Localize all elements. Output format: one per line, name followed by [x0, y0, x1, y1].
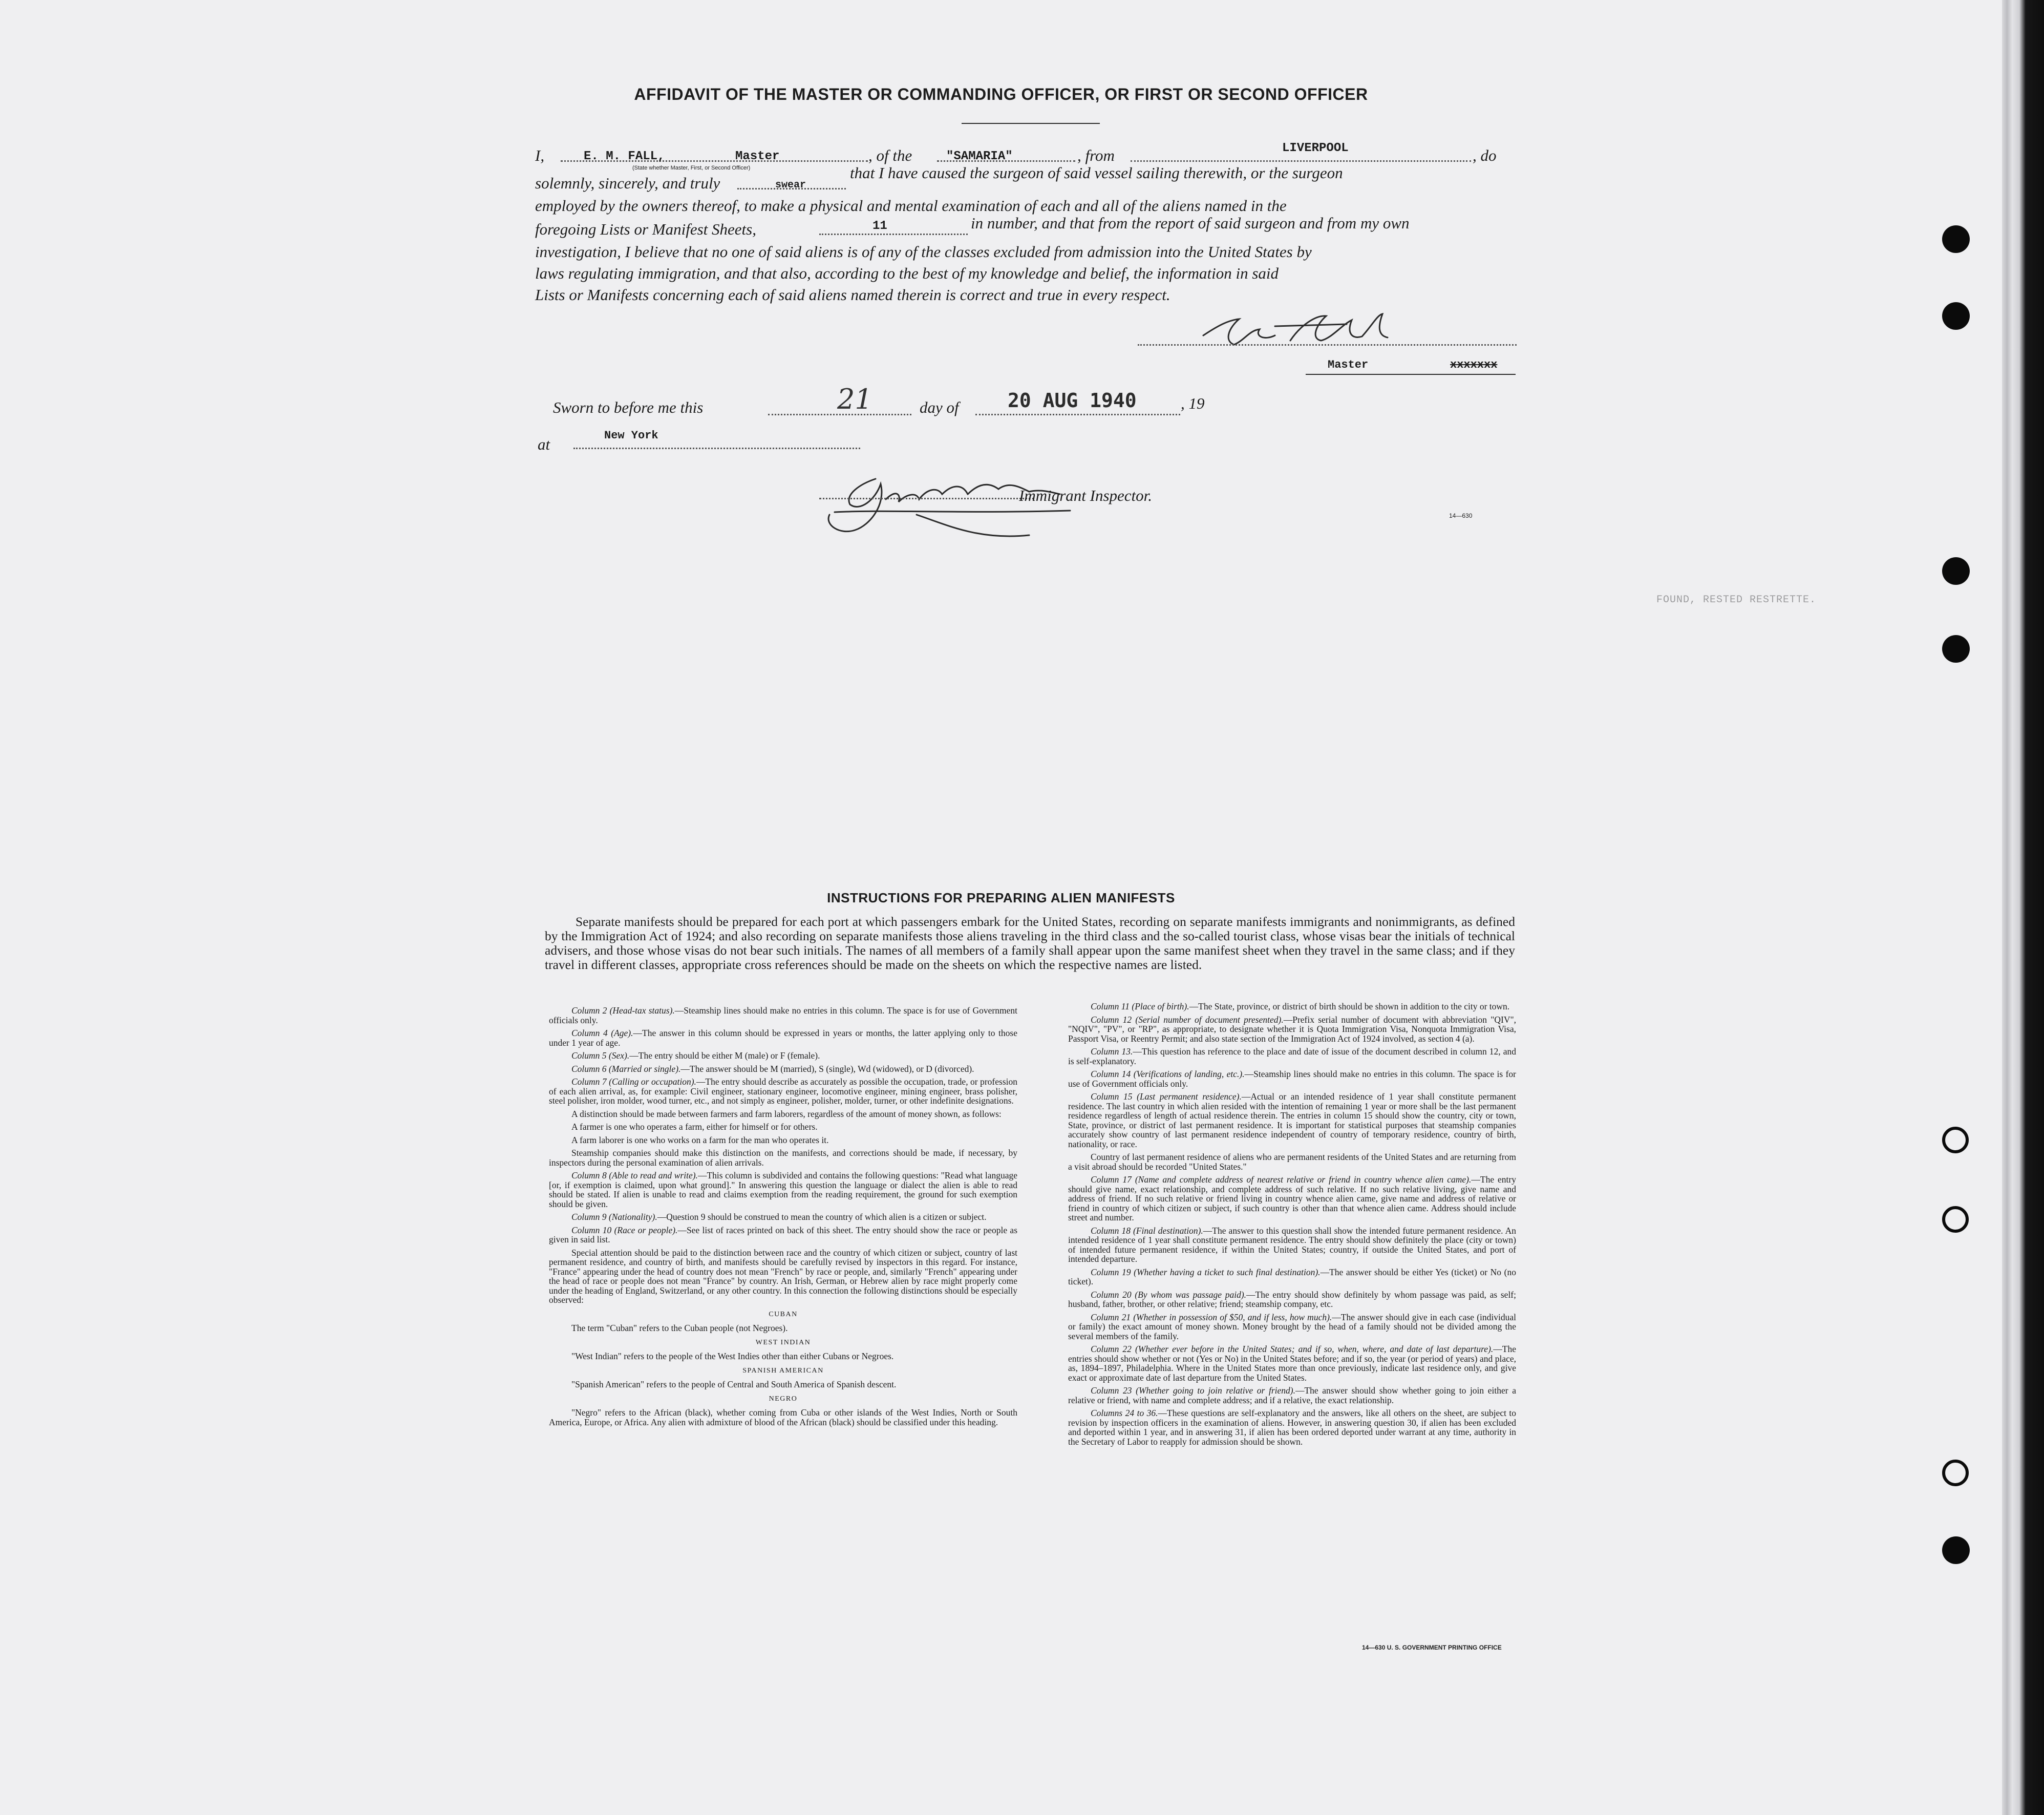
inspector-label: Immigrant Inspector.	[1019, 487, 1153, 504]
instructions-title: INSTRUCTIONS FOR PREPARING ALIEN MANIFESTS	[827, 890, 1175, 905]
instruction-paragraph	[1068, 1069, 1516, 1088]
instruction-paragraph	[549, 1122, 1017, 1132]
year-label: , 19	[1181, 394, 1205, 412]
instruction-paragraph	[549, 1171, 1017, 1209]
column-text: "Negro" refers to the African (black), whether coming from Cuba or other islands of the West Indies, North or South America, Europe, or Africa. Any alien with admixture of blood of the African (black) should be classified under this heading.	[549, 1407, 1017, 1427]
column-label: Column 4 (Age).	[571, 1028, 633, 1038]
inspector-signature	[814, 463, 1101, 551]
title-line	[1306, 374, 1516, 375]
column-text: —Steamship lines should make no entries in this column. The space is for use of Government officials only.	[549, 1005, 1017, 1025]
column-text: —The State, province, or district of birth should be shown in addition to the city or town.	[1189, 1001, 1510, 1011]
column-label: Column 14 (Verifications of landing, etc.).	[1091, 1069, 1245, 1079]
column-text: —The entry should describe as accurately as possible the occupation, trade, or profession of each alien arrival, as, for example: Civil engineer, stationary engineer, locomotive engineer, mining engineer, brass polisher, steel polisher, iron molder, wood turner, etc., and not simply as engineer, polisher, molder, turner, or other indefinite designations.	[549, 1077, 1017, 1106]
section-heading: CUBAN	[769, 1310, 798, 1318]
instruction-paragraph	[549, 1051, 1017, 1061]
punch-hole	[1942, 557, 1970, 585]
column-label: Column 13.	[1091, 1046, 1133, 1057]
column-label: Columns 24 to 36.	[1091, 1408, 1158, 1418]
column-text: A farm laborer is one who works on a farm for the man who operates it.	[571, 1134, 829, 1145]
affidavit-line-2a: solemnly, sincerely, and truly	[535, 174, 720, 192]
column-text: —The entry should be either M (male) or F (female).	[629, 1050, 820, 1061]
vessel-name: "SAMARIA"	[946, 150, 1013, 163]
column-label: Column 23 (Whether going to join relative or friend).	[1091, 1385, 1295, 1396]
column-label: Column 8 (Able to read and write).	[571, 1170, 698, 1180]
column-label: Column 5 (Sex).	[571, 1050, 630, 1061]
rank-note: (State whether Master, First, or Second Officer)	[632, 165, 751, 171]
column-label: Column 17 (Name and complete address of nearest relative or friend in country whence alien came).	[1091, 1174, 1472, 1185]
port-name: LIVERPOOL	[1282, 141, 1349, 155]
instruction-paragraph	[549, 1109, 1017, 1119]
column-label: Column 20 (By whom was passage paid).	[1091, 1289, 1247, 1300]
section-heading: WEST INDIAN	[755, 1338, 811, 1346]
instructions-footer: 14—630 U. S. GOVERNMENT PRINTING OFFICE	[1362, 1644, 1502, 1651]
sworn-label: Sworn to before me this	[553, 398, 704, 416]
form-number-top: 14—630	[1449, 512, 1473, 519]
column-label: Column 22 (Whether ever before in the United States; and if so, when, where, and date of last departure).	[1091, 1344, 1494, 1354]
affidavit-line-2b: that I have caused the surgeon of said vessel sailing therewith, or the surgeon	[850, 164, 1343, 182]
column-text: —See list of races printed on back of this sheet. The entry should show the race or people as given in said list.	[549, 1225, 1018, 1244]
instruction-paragraph	[549, 1323, 1017, 1333]
instruction-paragraph	[549, 1352, 1017, 1361]
section-heading: SPANISH AMERICAN	[742, 1366, 824, 1375]
instructions-right-column	[1068, 1002, 1516, 1450]
officer-rank: Master	[735, 150, 780, 163]
column-label: Column 2 (Head-tax status).	[571, 1005, 675, 1016]
column-text: —Actual or an intended residence of 1 year shall constitute permanent residence. The last country in which alien resided with the intention of remaining 1 year or more shall be the last permanent residence regardless of length of actual residence therein. The entries in column 15 should show the country, city or town, State, province, or district of last permanent residence. It is important for statistical purposes that steamship companies accurately show country of last permanent residence independent of country of temporary residence, country of birth, nationality, or race.	[1068, 1091, 1516, 1149]
officer-name: E. M. FALL,	[584, 150, 665, 163]
instruction-paragraph	[549, 1135, 1017, 1145]
inspector-line	[819, 498, 1034, 499]
binding-edge	[2002, 0, 2044, 1815]
column-text: Country of last permanent residence of aliens who are permanent residents of the United States and are returning from a visit abroad should be recorded "United States."	[1068, 1152, 1516, 1172]
instructions-left-column	[549, 1006, 1017, 1430]
instruction-paragraph	[1068, 1386, 1516, 1405]
instruction-paragraph	[549, 1226, 1017, 1244]
column-text: —The answer should show whether going to join either a relative or friend, with name and complete address; and if a relative, the exact relationship.	[1068, 1385, 1516, 1405]
i-label: I,	[535, 146, 545, 164]
instruction-paragraph	[549, 1148, 1017, 1167]
signature-line	[1138, 344, 1517, 346]
do-label: , do	[1473, 146, 1497, 164]
instruction-paragraph	[549, 1380, 1017, 1389]
instruction-paragraph	[549, 1006, 1017, 1025]
column-label: Column 7 (Calling or occupation).	[571, 1077, 696, 1087]
column-text: A farmer is one who operates a farm, either for himself or for others.	[571, 1122, 818, 1132]
at-label: at	[538, 435, 550, 453]
column-text: The term "Cuban" refers to the Cuban people (not Negroes).	[571, 1323, 788, 1333]
instruction-paragraph	[549, 1408, 1017, 1427]
column-text: Special attention should be paid to the distinction between race and the country of which citizen or subject, country of last permanent residence, and country of birth, and manifests should be carefully revised by inspectors in this regard. For instance, "France" appearing under the head of country does not mean "French" by race or people, and, similarly "French" appearing under the head of race or people does not mean "France" by country. An Irish, German, or Hebrew alien by race might properly come under the heading of England, Switzerland, or any other country. In this connection the following distinctions should be especially observed:	[549, 1247, 1017, 1305]
column-label: Column 18 (Final destination).	[1091, 1225, 1203, 1236]
place-name: New York	[604, 429, 658, 442]
column-label: Column 10 (Race or people).	[571, 1225, 678, 1235]
punch-hole	[1942, 1127, 1969, 1153]
struck-title: xxxxxxx	[1450, 358, 1498, 371]
instruction-paragraph	[1068, 1002, 1516, 1011]
punch-hole	[1942, 302, 1970, 330]
instruction-paragraph	[1068, 1344, 1516, 1382]
column-text: —The answer should give in each case (individual or family) the exact amount of money shown. Money brought by the head of a family should not be divided among the several members of the family.	[1068, 1312, 1516, 1341]
column-text: —This column is subdivided and contains the following questions: "Read what language [or, if exemption is claimed, upon what ground]." In answering this question the language or dialect the alien is able to read should be stated. If alien is unable to read and claims exemption from the reading requirement, the ground for such exemption should be given.	[549, 1170, 1017, 1209]
port-line	[1131, 160, 1471, 162]
affidavit-line-3: employed by the owners thereof, to make a physical and mental examination of each and all of the aliens named in the	[535, 197, 1287, 215]
sheets-line	[819, 234, 968, 235]
signature-title: Master	[1328, 358, 1369, 371]
instruction-paragraph	[1068, 1175, 1516, 1222]
punch-hole	[1942, 225, 1970, 253]
column-text: "West Indian" refers to the people of the West Indies other than either Cubans or Negroes.	[571, 1351, 894, 1361]
column-label: Column 15 (Last permanent residence).	[1091, 1091, 1242, 1102]
punch-hole	[1942, 1206, 1969, 1233]
column-text: —This question has reference to the place and date of issue of the document described in column 12, and is self-explanatory.	[1068, 1046, 1516, 1066]
of-the-label: , of the	[868, 146, 912, 164]
instruction-paragraph	[549, 1028, 1017, 1047]
instruction-paragraph	[1068, 1092, 1516, 1149]
instruction-paragraph	[1068, 1015, 1516, 1044]
instruction-paragraph	[549, 1212, 1017, 1222]
instruction-paragraph	[1068, 1152, 1516, 1171]
instructions-intro: Separate manifests should be prepared for each port at which passengers embark for the United States, recording on separate manifests immigrants and nonimmigrants, as defined by the Immigration Act of 1924; and also recording on separate manifests those aliens traveling in the third class and the so-called tourist class, whose visas bear the initials of technical advisers, and those whose visas do not bear such initials. The names of all members of a family shall appear upon the same manifest sheet when they travel in the same class; and if they travel in different classes, appropriate cross references should be made on the sheets on which the respective names are listed.	[545, 914, 1515, 972]
punch-hole	[1942, 1460, 1969, 1486]
affidavit-line-4a: foregoing Lists or Manifest Sheets,	[535, 220, 756, 238]
sheets-count: 11	[872, 219, 887, 233]
day-label: day of	[920, 398, 959, 416]
instruction-paragraph	[1068, 1290, 1516, 1309]
instruction-paragraph	[1068, 1408, 1516, 1446]
punch-hole	[1942, 1536, 1970, 1564]
column-text: —The answer in this column should be expressed in years or months, the latter applying only to those under 1 year of age.	[549, 1028, 1017, 1048]
instruction-paragraph	[549, 1064, 1017, 1074]
day-number: 21	[837, 383, 872, 415]
instruction-paragraph	[1068, 1226, 1516, 1264]
instruction-paragraph	[549, 1077, 1017, 1106]
affidavit-line-6: laws regulating immigration, and that also, according to the best of my knowledge and belief, the information in said	[535, 264, 1279, 282]
column-text: —Question 9 should be construed to mean the country of which alien is a citizen or subject.	[657, 1212, 987, 1222]
oath-word: swear	[775, 179, 806, 191]
column-text: —Steamship lines should make no entries in this column. The space is for use of Government officials only.	[1068, 1069, 1517, 1089]
date-stamp: 20 AUG 1940	[1008, 389, 1137, 412]
column-text: —The entry should give name, exact relationship, and complete address of such relative. If no such relative living, give name and address of friend. If no such relative or friend living in country whence alien came, give name and address of relative or friend in country of which citizen or subject, if such country is other than that whence alien came. Address should include street and number.	[1068, 1174, 1516, 1222]
instruction-paragraph	[1068, 1313, 1516, 1341]
column-text: A distinction should be made between farmers and farm laborers, regardless of the amount of money shown, as follows:	[571, 1108, 1002, 1119]
title-underline	[962, 123, 1100, 124]
column-text: —The entries should show whether or not (Yes or No) in the United States before; and if so, the year (or period of years) and place, as, 1894–1897, Philadelphia. Where in the United States more than once previously, indicate last residence only, and give exact or approximate date of last departure from the United States.	[1068, 1344, 1516, 1383]
column-text: —These questions are self-explanatory and the answers, like all others on the sheet, are subject to revision by inspection officers in the examination of aliens. However, in answering question 30, if alien has been excluded and deported within 1 year, and in answering 31, if alien has been ordered deported under warrant at any time, authority in the Secretary of Labor to reapply for admission should be shown.	[1068, 1408, 1516, 1447]
column-label: Column 9 (Nationality).	[571, 1212, 657, 1222]
column-text: Steamship companies should make this distinction on the manifests, and corrections should be made, if necessary, by inspectors during the personal examination of alien arrivals.	[549, 1148, 1017, 1168]
column-text: —The answer should be either Yes (ticket) or No (no ticket).	[1068, 1267, 1516, 1286]
affidavit-line-7: Lists or Manifests concerning each of said aliens named therein is correct and true in every respect.	[535, 286, 1170, 304]
instruction-paragraph	[1068, 1047, 1516, 1066]
column-label: Column 19 (Whether having a ticket to such final destination).	[1091, 1267, 1321, 1277]
column-label: Column 6 (Married or single).	[571, 1063, 681, 1074]
column-label: Column 12 (Serial number of document presented).	[1091, 1014, 1284, 1025]
column-text: —The entry should show definitely by whom passage was paid, as self; husband, father, brother, or other relative; friend; steamship company, etc.	[1068, 1289, 1516, 1309]
punch-hole	[1942, 635, 1970, 663]
date-line	[975, 414, 1180, 415]
instruction-paragraph	[1068, 1268, 1516, 1286]
column-text: —The answer to this question shall show the intended future permanent residence. An intended residence of 1 year shall constitute permanent residence. The entry should show definitely the place (city or town) of intended future permanent residence, if within the United States; country, if outside the United States, and port of intended departure.	[1068, 1225, 1516, 1264]
instruction-paragraph	[549, 1248, 1017, 1305]
place-line	[573, 448, 860, 449]
affidavit-line-4b: in number, and that from the report of said surgeon and from my own	[971, 214, 1410, 232]
affidavit-line-5: investigation, I believe that no one of said aliens is of any of the classes excluded from admission into the United States by	[535, 243, 1312, 261]
margin-stamp: FOUND, RESTED RESTRETTE.	[1656, 594, 1817, 606]
column-text: "Spanish American" refers to the people of Central and South America of Spanish descent.	[571, 1379, 897, 1389]
column-text: —The answer should be M (married), S (single), Wd (widowed), or D (divorced).	[680, 1063, 974, 1074]
from-label: , from	[1077, 146, 1115, 164]
affidavit-title: AFFIDAVIT OF THE MASTER OR COMMANDING OFFICER, OR FIRST OR SECOND OFFICER	[634, 85, 1368, 103]
column-label: Column 11 (Place of birth).	[1091, 1001, 1189, 1011]
column-label: Column 21 (Whether in possession of $50, and if less, how much).	[1091, 1312, 1332, 1322]
section-heading: NEGRO	[769, 1395, 798, 1403]
column-text: —Prefix serial number of document with abbreviation "QIV", "NQIV", "PV", or "RP", as appropriate, to designate whether it is Quota Immigration Visa, Nonquota Immigration Visa, Passport Visa, or Reentry Permit; and also state section of the Immigration Act of 1924 involved, as section 4 (a).	[1068, 1014, 1516, 1044]
